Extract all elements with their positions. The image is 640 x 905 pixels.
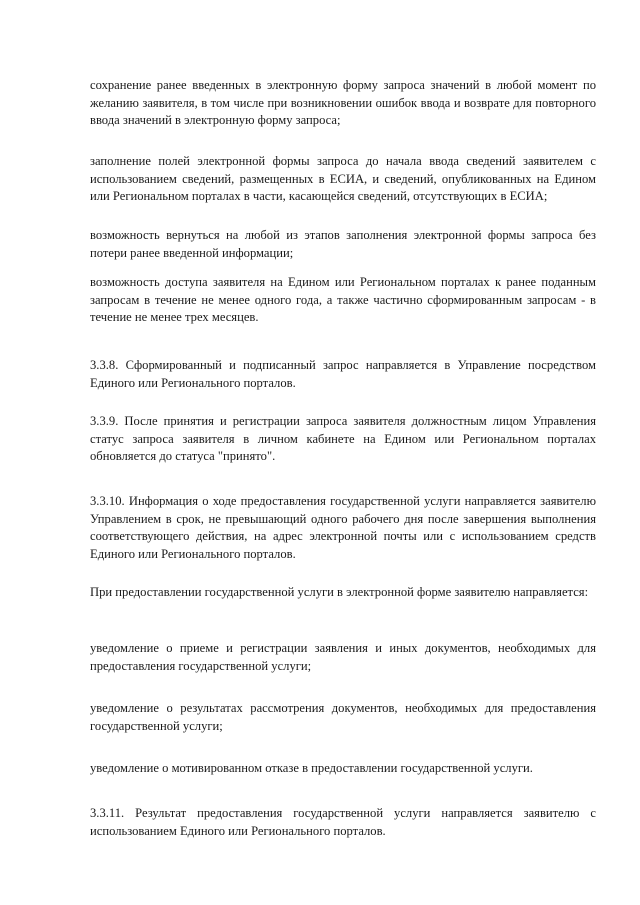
paragraph-notice-results: уведомление о результатах рассмотрения документов, необходимых для предоставления государственной услуги; [90, 701, 596, 733]
paragraph-3-3-10: 3.3.10. Информация о ходе предоставления государственной услуги направляется заявителю Управлением в срок, не превышающий одного рабочего дня после завершения выполнения соответствующего действия, на адрес электронной почты или с использованием средств Единого или Регионального порталов. [90, 494, 596, 561]
paragraph-notice-receipt: уведомление о приеме и регистрации заявления и иных документов, необходимых для предоставления государственной услуги; [90, 641, 596, 673]
paragraph-autofill-fields: заполнение полей электронной формы запроса до начала ввода сведений заявителем с использованием сведений, размещенных в ЕСИА, и сведений, опубликованных на Едином или Региональном порталах в части, касающейся сведений, отсутствующих в ЕСИА; [90, 154, 596, 203]
paragraph-saving-values: сохранение ранее введенных в электронную форму запроса значений в любой момент по желанию заявителя, в том числе при возникновении ошибок ввода и возврате для повторного ввода значений в электронную форму запроса; [90, 78, 596, 127]
paragraph-electronic-form-intro: При предоставлении государственной услуги в электронной форме заявителю направляется: [90, 585, 589, 599]
paragraph-notice-refusal: уведомление о мотивированном отказе в предоставлении государственной услуги. [90, 761, 533, 775]
paragraph-3-3-9: 3.3.9. После принятия и регистрации запроса заявителя должностным лицом Управления статус запроса заявителя в личном кабинете на Едином или Региональном порталах обновляется до статуса "принято". [90, 414, 596, 463]
paragraph-3-3-8: 3.3.8. Сформированный и подписанный запрос направляется в Управление посредством Единого или Регионального порталов. [90, 358, 596, 390]
paragraph-access-requests: возможность доступа заявителя на Едином или Региональном порталах к ранее поданным запросам в течение не менее одного года, а также частично сформированным запросам - в течение не менее трех месяцев. [90, 275, 596, 324]
paragraph-return-to-step: возможность вернуться на любой из этапов заполнения электронной формы запроса без потери ранее введенной информации; [90, 228, 596, 260]
paragraph-3-3-11: 3.3.11. Результат предоставления государственной услуги направляется заявителю с использованием Единого или Регионального порталов. [90, 806, 596, 838]
